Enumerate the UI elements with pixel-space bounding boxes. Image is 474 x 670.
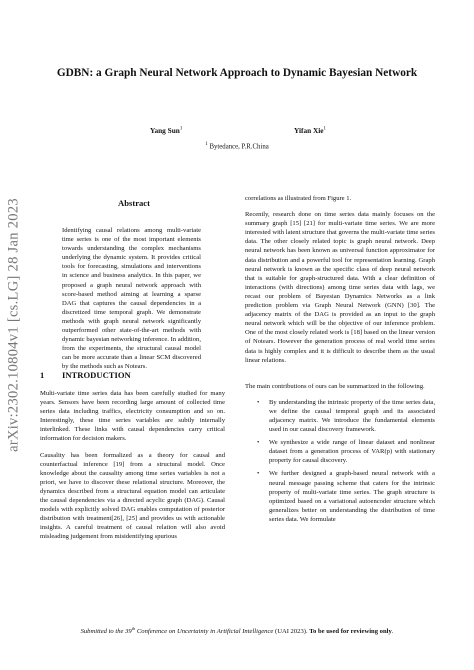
bullet-marker: •: [257, 470, 260, 478]
paragraph: The main contributions of ours can be summarized in the following.: [245, 382, 425, 390]
paragraph: Recently, research done on time series data mainly focuses on the summary graph [15] [21] for multi-variate time series. We are more interested with latent structure that governs the multi-variate time series data. The other closely related topic is graph neural network. Deep neural network has been known as universal function approximator for data distribution and a powerful tool for representation learning. Graph neural network is known as the specific class of deep neural network that is suitable for graph-structured data. With a clear definition of interactions (with directions) among time series data with lags, we recast our problem of Bayesian Dynamics Networks as a link prediction problem via Graph Neural Network (GNN) [30]. The adjacency matrix of the DAG is provided as an input to the graph neural network which will be the objective of our inference problem. One of the most closely related work is [18] based on the linear version of Notears. However the generation process of real world time series data is highly complex and it is difficult to describe them as the usual linear relations.: [245, 211, 435, 364]
arxiv-identifier: arXiv:2302.10804v1 [cs.LG] 28 Jan 2023: [5, 198, 22, 452]
section-number: 1: [40, 370, 45, 380]
paper-title: GDBN: a Graph Neural Network Approach to Dynamic Bayesian Network: [56, 67, 418, 79]
section-heading: 1 INTRODUCTION: [40, 370, 131, 380]
bullet-marker: •: [257, 398, 260, 406]
author-mark: 1: [179, 126, 183, 132]
author-name: Yifan Xie$^1$: [294, 126, 327, 135]
author-mark: 1: [323, 126, 327, 132]
abstract-body: Identifying causal relations among multi-variate time series is one of the most important elements towards understanding the complex mechanisms underlying the dynamic system. It provides critical tools for forecasting, simulations and interventions in science and business analytics. In this paper, we proposed a graph neural network approach with score-based method aiming at learning a sparse DAG that captures the causal dependencies in a discretized time temporal graph. We demonstrate methods with graph neural network significantly outperformed other state-of-the-art methods with dynamic bayesian networking inference. In addition, from the experiments, the structural causal model can be more accurate than a linear SCM discovered by the methods such as Notears.: [62, 227, 201, 371]
paragraph: Multi-variate time series data has been carefully studied for many years. Sensors have been recording large amount of collected time series data including traffics, electricity consumption and so on. Interestingly, these time series variables are subtly internally interlinked. These links with causal dependencies carry critical information for decision makers.: [40, 390, 225, 443]
list-item: • We synthesize a wide range of linear dataset and nonlinear dataset from a generation process of VAR(p) with stationary property for causal discovery.: [257, 439, 435, 465]
submission-footer: Submitted to the 39th Conference on Uncertainty in Artificial Intelligence (UAI 2023). To be used for reviewing only.: [80, 626, 394, 636]
right-column: [245, 194, 435, 528]
list-item: • By understanding the intrinsic property of the time series data, we define the causal temporal graph and its associated adjacency matrix. We introduce the fundamental elements used in our causal discovery framework.: [257, 398, 435, 434]
affiliation: $^1$ Bytedance, P.R.China: [205, 142, 269, 151]
introduction-body: [40, 389, 225, 542]
author-name: Yang Sun$^1$: [150, 126, 183, 135]
abstract-heading: Abstract: [118, 198, 150, 208]
affiliation-mark: 1: [205, 142, 208, 147]
contribution-list: [245, 398, 435, 524]
list-item: • We further designed a graph-based neural network with a neural message passing scheme that caters for the intrinsic property of multi-variate time series. The graph structure is optimized based on a variational autoencoder structure which generalizes better on understanding the distribution of time series data. We formulate: [257, 470, 435, 523]
paragraph: correlations as illustrated from Figure 1.: [245, 195, 352, 202]
paragraph: Causality has been formalized as a theory for causal and counterfactual inference [19] from a structural model. Once knowledge about the causality among time series variables is not a priori, we have to discover these relational structure. Moreover, the dynamics described from a structural equation model can articulate the causal dependencies via a directed acyclic graph (DAG). Causal models with explicitly solved DAG enables computation of posterior distribution with treatment[26], [25] and provides us with actionable insights. A careful treatment of causal relation will also avoid misleading judgement from misidentifying spurious: [40, 451, 225, 541]
bullet-marker: •: [257, 439, 260, 447]
